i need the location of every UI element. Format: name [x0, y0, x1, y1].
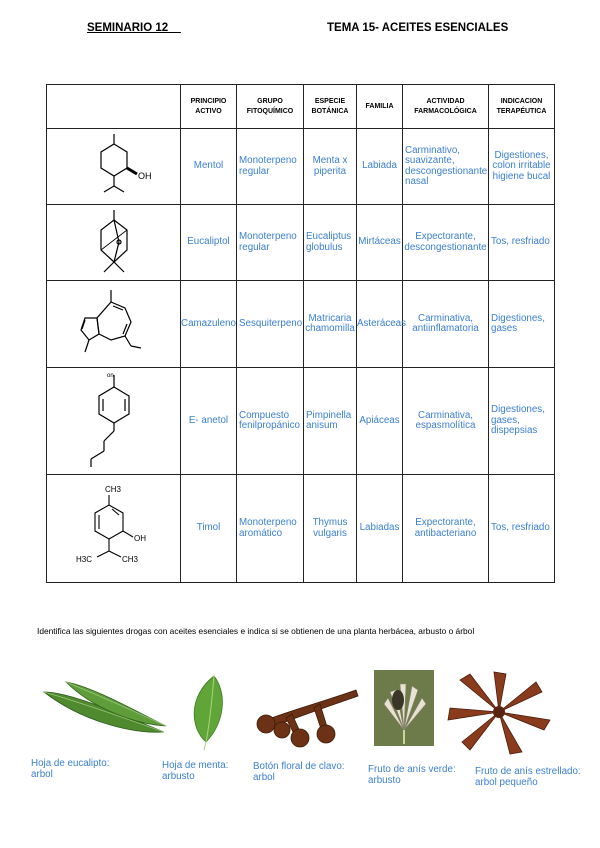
cell-familia: Labiada — [357, 129, 403, 205]
exercise-question: Identifica las siguientes drogas con aceites esenciales e indica si se obtienen de una planta herbácea, arbusto o árbol — [37, 626, 475, 636]
table-row — [47, 129, 555, 205]
cell-principio: Timol — [181, 475, 237, 583]
eucalyptol-structure-icon — [47, 205, 181, 281]
cell-familia: Labiadas — [357, 475, 403, 583]
cell-indicacion: Tos, resfriado — [489, 205, 555, 281]
cell-principio: E- anetol — [181, 368, 237, 475]
table-header-row — [47, 85, 555, 129]
cell-especie: Eucaliptus globulus — [304, 205, 357, 281]
struct-label: CH3 — [104, 484, 121, 494]
struct-label: H3C — [75, 554, 92, 564]
topic-title: TEMA 15- ACEITES ESENCIALES — [327, 22, 509, 34]
struct-label: on — [106, 373, 114, 379]
header-familia: FAMILIA — [357, 85, 403, 129]
star-anise-icon — [444, 668, 554, 756]
cell-principio: Mentol — [181, 129, 237, 205]
cell-grupo: Monoterpeno aromático — [237, 475, 304, 583]
cell-actividad: Carminativa, espasmolítica — [403, 368, 489, 475]
header-indicacion: INDICACION TERAPÉUTICA — [489, 85, 555, 129]
cell-especie: Thymus vulgaris — [304, 475, 357, 583]
cell-indicacion: Digestiones, gases — [489, 281, 555, 368]
cell-especie: Menta x piperita — [304, 129, 357, 205]
struct-label: OH — [137, 170, 151, 181]
menthol-structure-icon — [47, 129, 181, 205]
struct-label: CH3 — [121, 554, 138, 564]
caption-star-anise — [475, 766, 581, 788]
caption-line: Hoja de menta: — [162, 760, 229, 771]
cell-grupo: Monoterpeno regular — [237, 129, 304, 205]
cell-actividad: Carminativa, antiinflamatoria — [403, 281, 489, 368]
cell-actividad: Carminativo, suavizante, descongestionante nasal — [403, 129, 489, 205]
struct-label: OH — [133, 533, 146, 543]
header-actividad: ACTIVIDAD FARMACOLÓGICA — [403, 85, 489, 129]
caption-line: arbol — [253, 772, 275, 783]
caption-line: Fruto de anís estrellado: — [475, 766, 581, 777]
cell-especie: Matricaria chamomilla — [304, 281, 357, 368]
header-grupo: GRUPO FITOQUÍMICO — [237, 85, 304, 129]
header-especie: ESPECIE BOTÁNICA — [304, 85, 357, 129]
caption-line: Hoja de eucalipto: — [31, 758, 110, 769]
mint-leaf-icon — [184, 672, 230, 752]
table-row — [47, 281, 555, 368]
green-anise-icon — [374, 670, 434, 746]
cell-indicacion: Digestiones, gases, dispepsias — [489, 368, 555, 475]
caption-mint — [162, 760, 228, 782]
caption-eucalyptus — [31, 758, 109, 780]
caption-clove — [253, 761, 345, 783]
caption-line: Botón floral de clavo: — [253, 761, 345, 772]
table-row — [47, 368, 555, 475]
cell-grupo: Compuesto fenilpropánico — [237, 368, 304, 475]
cell-grupo: Sesquiterpeno — [237, 281, 304, 368]
caption-line: arbusto — [162, 771, 195, 782]
caption-line: arbol pequeño — [475, 777, 538, 788]
cell-actividad: Expectorante, descongestionante — [403, 205, 489, 281]
cell-grupo: Monoterpeno regular — [237, 205, 304, 281]
cell-familia: Apiáceas — [357, 368, 403, 475]
cell-actividad: Expectorante, antibacteriano — [403, 475, 489, 583]
table-row — [47, 475, 555, 583]
cell-familia: Mirtáceas — [357, 205, 403, 281]
chamazulene-structure-icon — [47, 281, 181, 368]
caption-line: arbol — [31, 769, 53, 780]
thymol-structure-icon — [47, 475, 181, 583]
cell-indicacion: Tos, resfriado — [489, 475, 555, 583]
cell-familia: Asteráceas — [357, 281, 403, 368]
caption-line: arbusto — [368, 775, 401, 786]
header-principio: PRINCIPIO ACTIVO — [181, 85, 237, 129]
anethole-structure-icon — [47, 368, 181, 475]
cell-principio: Eucaliptol — [181, 205, 237, 281]
caption-line: Fruto de anís verde: — [368, 764, 456, 775]
table-row — [47, 205, 555, 281]
header-structure — [47, 85, 181, 129]
cell-especie: Pimpinella anisum — [304, 368, 357, 475]
cell-principio: Camazuleno — [181, 281, 237, 368]
eucalyptus-leaf-icon — [40, 672, 170, 742]
clove-bud-icon — [252, 680, 362, 750]
cell-indicacion: Digestiones, colon irritable higiene bucal — [489, 129, 555, 205]
caption-green-anise — [368, 764, 456, 786]
essential-oils-table — [46, 84, 555, 583]
seminar-title: SEMINARIO 12 — [87, 22, 181, 34]
